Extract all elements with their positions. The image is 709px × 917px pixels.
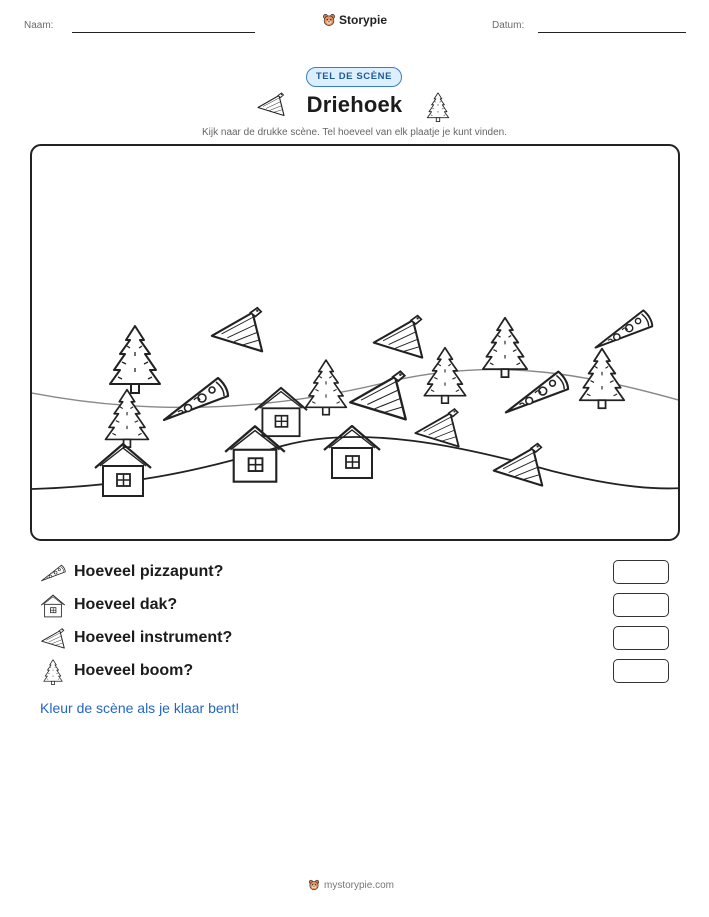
- brand-logo: [322, 13, 387, 27]
- question-text: Hoeveel boom?: [74, 662, 194, 679]
- tree-icon: [110, 326, 160, 393]
- house-icon: [40, 593, 66, 619]
- scene-count-badge: TEL DE SCÈNE: [306, 67, 402, 87]
- bear-mascot-icon: [322, 13, 336, 27]
- house-icon: [324, 426, 380, 478]
- instrument-icon: [494, 444, 543, 486]
- question-text: Hoeveel dak?: [74, 596, 178, 613]
- bear-mascot-icon: [308, 879, 320, 891]
- question-text: Hoeveel instrument?: [74, 629, 233, 646]
- page-title: Driehoek: [306, 92, 403, 117]
- brand-name: Storypie: [339, 13, 388, 27]
- instrument-icon: [350, 371, 405, 419]
- date-label: Datum:: [492, 20, 525, 31]
- tree-icon: [306, 360, 347, 415]
- coloring-hint: Kleur de scène als je klaar bent!: [40, 700, 240, 716]
- instructions-text: Kijk naar de drukke scène. Tel hoeveel van elk plaatje je kunt vinden.: [201, 127, 507, 138]
- instrument-icon: [40, 626, 66, 652]
- date-line[interactable]: [538, 32, 686, 33]
- tree-icon: [424, 348, 465, 404]
- pizza-slice-icon: [596, 310, 653, 347]
- instrument-icon: [212, 308, 262, 352]
- answer-box-tree[interactable]: [613, 659, 669, 683]
- question-row-pizza: [40, 560, 670, 586]
- question-text: Hoeveel pizzapunt?: [74, 563, 224, 580]
- tree-icon: [40, 659, 66, 685]
- instrument-icon: [374, 316, 423, 358]
- scene-frame: [30, 144, 680, 541]
- question-row-house: [40, 593, 670, 619]
- answer-box-pizza[interactable]: [613, 560, 669, 584]
- instrument-icon: [415, 409, 458, 447]
- tree-icon: [426, 92, 450, 122]
- question-row-tree: [40, 659, 670, 685]
- footer-url[interactable]: mystorypie.com: [324, 879, 395, 891]
- pizza-slice-icon: [164, 378, 228, 420]
- pizza-slice-icon: [40, 560, 66, 586]
- footer: [308, 879, 394, 891]
- pizza-slice-icon: [506, 372, 568, 413]
- name-line[interactable]: [72, 32, 255, 33]
- tree-icon: [483, 318, 527, 377]
- house-icon: [95, 444, 151, 496]
- name-label: Naam:: [24, 20, 54, 31]
- answer-box-house[interactable]: [613, 593, 669, 617]
- tree-icon: [106, 390, 149, 447]
- question-row-instrument: [40, 626, 670, 652]
- scene-illustration: [32, 146, 680, 541]
- answer-box-instrument[interactable]: [613, 626, 669, 650]
- house-icon: [255, 388, 307, 436]
